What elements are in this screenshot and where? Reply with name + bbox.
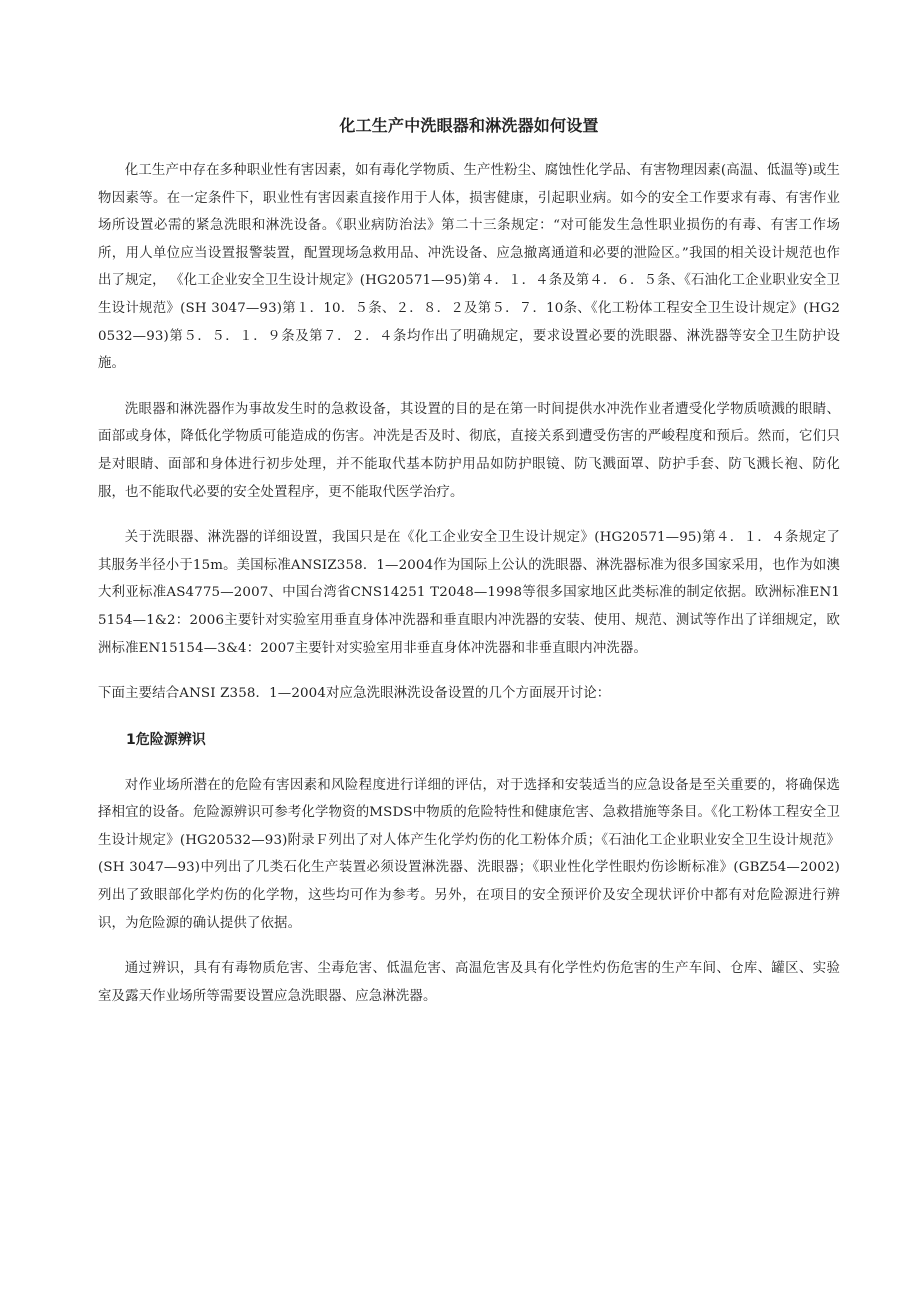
document-title: 化工生产中洗眼器和淋洗器如何设置: [339, 116, 599, 135]
section-heading: 1危险源辨识: [126, 731, 206, 748]
paragraph-conclusion: 通过辨识，具有有毒物质危害、尘毒危害、低温危害、高温危害及具有化学性灼伤危害的生产车间、仓库、罐区、实验室及露天作业场所等需要设置应急洗眼器、应急淋洗器。: [98, 961, 840, 1004]
paragraph-purpose: 洗眼器和淋洗器作为事故发生时的急救设备，其设置的目的是在第一时间提供水冲洗作业者遭受化学物质喷溅的眼睛、面部或身体，降低化学物质可能造成的伤害。冲洗是否及时、彻底，直接关系到遭受伤害的严峻程度和预后。然而，它们只是对眼睛、面部和身体进行初步处理，并不能取代基本防护用品如防护眼镜、防飞溅面罩、防护手套、防飞溅长袍、防化服，也不能取代必要的安全处置程序，更不能取代医学治疗。: [98, 401, 840, 500]
document-body: [98, 112, 840, 1028]
paragraph-standards: 关于洗眼器、淋洗器的详细设置，我国只是在《化工企业安全卫生设计规定》(HG20571—95)第４．１．４条规定了其服务半径小于15m。美国标准ANSIZ358．1—2004作为国际上公认的洗眼器、淋洗器标准为很多国家采用，也作为如澳大利亚标准AS4775—2007、中国台湾省CNS14251 T2048—1998等很多国家地区此类标准的制定依据。欧洲标准EN15154—1&2：2006主要针对实验室用垂直身体冲洗器和垂直眼内冲洗器的安装、使用、规范、测试等作出了详细规定，欧洲标准EN15154—3&4：2007主要针对实验室用非垂直身体冲洗器和非垂直眼内冲洗器。: [98, 530, 840, 656]
paragraph-transition: 下面主要结合ANSI Z358．1—2004对应急洗眼淋洗设备设置的几个方面展开讨论：: [98, 686, 611, 702]
paragraph-intro: 化工生产中存在多种职业性有害因素，如有毒化学物质、生产性粉尘、腐蚀性化学品、有害物理因素(高温、低温等)或生物因素等。在一定条件下，职业性有害因素直接作用于人体，损害健康，引起职业病。如今的安全工作要求有毒、有害作业场所设置必需的紧急洗眼和淋洗设备。《职业病防治法》第二十三条规定：“对可能发生急性职业损伤的有毒、有害工作场所，用人单位应当设置报警装置，配置现场急救用品、冲洗设备、应急撤离通道和必要的泄险区。”我国的相关设计规范也作出了规定， 《化工企业安全卫生设计规定》(HG20571—95)第４．１．４条及第４．６．５条、《石油化工企业职业安全卫生设计规范》(SH 3047—93)第１．10．５条、２．８．２及第５．７．10条、《化工粉体工程安全卫生设计规定》(HG20532—93)第５．５．１．９条及第７．２．４条均作出了明确规定，要求设置必要的洗眼器、淋洗器等安全卫生防护设施。: [98, 163, 840, 372]
paragraph-hazard-identification: 对作业场所潜在的危险有害因素和风险程度进行详细的评估，对于选择和安装适当的应急设备是至关重要的，将确保选择相宜的设备。危险源辨识可参考化学物资的MSDS中物质的危险特性和健康危害、急救措施等条目。《化工粉体工程安全卫生设计规定》(HG20532—93)附录Ｆ列出了对人体产生化学灼伤的化工粉体介质；《石油化工企业职业安全卫生设计规范》(SH 3047—93)中列出了几类石化生产装置必须设置淋洗器、洗眼器；《职业性化学性眼灼伤诊断标准》(GBZ54—2002)列出了致眼部化学灼伤的化学物，这些均可作为参考。另外，在项目的安全预评价及安全现状评价中都有对危险源进行辨识，为危险源的确认提供了依据。: [98, 777, 840, 931]
